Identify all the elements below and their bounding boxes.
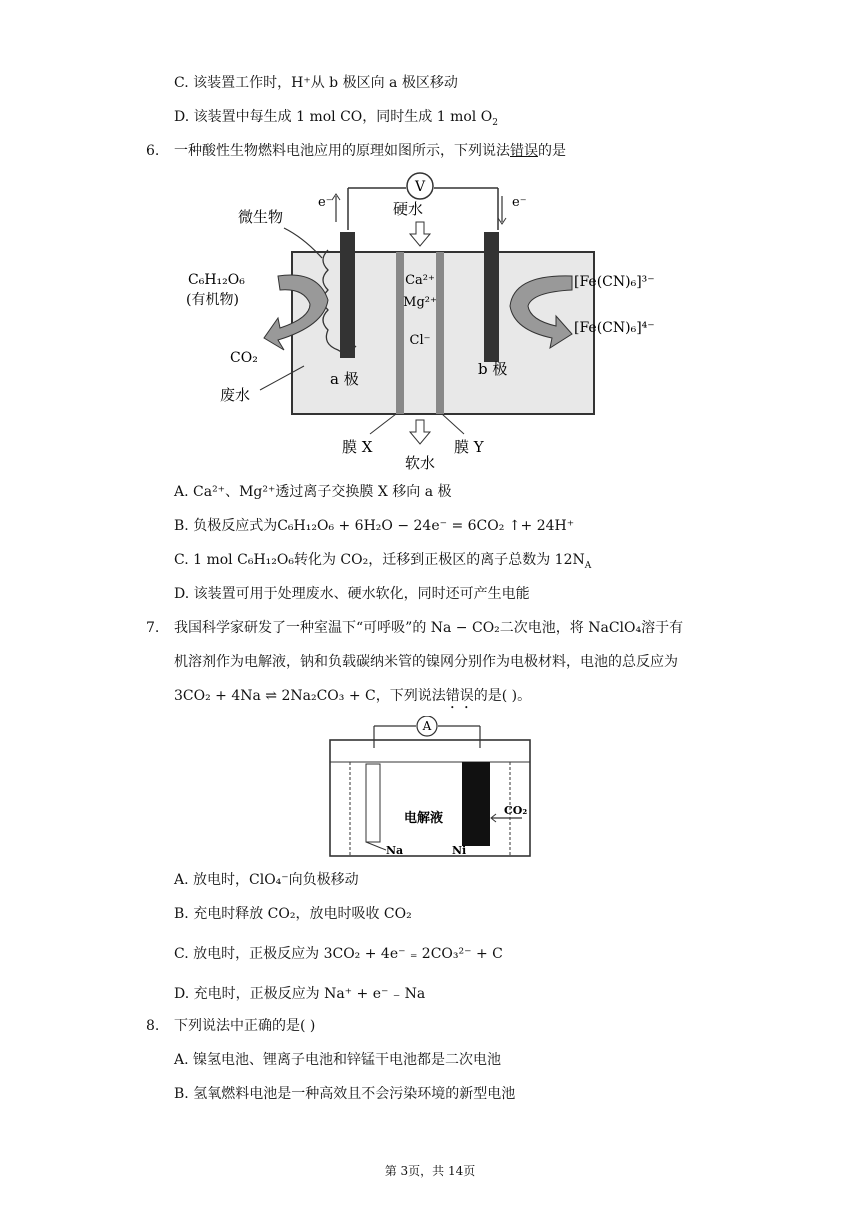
na-label: Na <box>386 844 404 857</box>
ferricyanide-label: [Fe(CN)₆]³⁻ <box>574 274 655 290</box>
option-text: 该装置可用于处理废水、硬水软化，同时还可产生电能 <box>193 586 530 602</box>
organic-label: (有机物) <box>186 292 239 308</box>
q8-stem: 下列说法中正确的是( ) <box>174 1018 316 1034</box>
option-letter: D. <box>174 586 190 602</box>
q7-stem-line3 <box>174 686 531 712</box>
electron-right-label: e⁻ <box>512 195 527 210</box>
option-text: 氢氧燃料电池是一种高效且不会污染环境的新型电池 <box>193 1086 516 1102</box>
q8-option-a <box>174 1050 501 1070</box>
q6-biofuel-cell-diagram <box>180 166 700 472</box>
q7-option-b <box>174 904 412 924</box>
electrode-b <box>484 232 499 362</box>
ion-ca: Ca²⁺ <box>405 273 435 288</box>
option-letter: B. <box>174 1086 189 1102</box>
option-text: Ca²⁺、Mg²⁺透过离子交换膜 X 移向 a 极 <box>193 484 452 500</box>
subscript: 2 <box>492 117 498 128</box>
subscript: A <box>584 560 592 571</box>
a-pole-label: a 极 <box>330 370 359 388</box>
membrane-y-label: 膜 Y <box>454 438 484 456</box>
stem-emphasis: 错误 <box>445 688 474 704</box>
option-letter: A. <box>174 484 189 500</box>
option-text: 镍氢电池、锂离子电池和锌锰干电池都是二次电池 <box>193 1052 502 1068</box>
wastewater-label: 废水 <box>220 386 251 404</box>
question-number-8: 8. <box>146 1018 160 1034</box>
ion-cl: Cl⁻ <box>409 333 431 348</box>
option-letter: B. <box>174 906 189 922</box>
option-text: 放电时，正极反应为 3CO₂ + 4e⁻ ₌ 2CO₃²⁻ + C <box>193 946 503 962</box>
option-letter: C. <box>174 552 189 568</box>
ni-electrode <box>462 762 490 846</box>
option-letter: A. <box>174 872 189 888</box>
q6-option-c <box>174 550 591 576</box>
co2-label: CO₂ <box>230 350 258 366</box>
membrane-x-pointer <box>370 414 396 434</box>
q5-option-d <box>174 107 498 133</box>
page-footer: 第 3页，共 14页 <box>384 1164 476 1178</box>
option-text: 1 mol C₆H₁₂O₆转化为 CO₂，迁移到正极区的离子总数为 12N <box>193 552 585 568</box>
option-text: 充电时，正极反应为 Na⁺ + e⁻ ₋ Na <box>193 986 426 1002</box>
q7-na-co2-battery-diagram <box>326 716 538 860</box>
glucose-label: C₆H₁₂O₆ <box>188 272 245 288</box>
stem-emphasis: 错误 <box>510 143 538 159</box>
question-number-7: 7. <box>146 620 160 636</box>
question-number-6: 6. <box>146 143 160 159</box>
q6-option-a <box>174 482 452 502</box>
na-electrode <box>366 764 380 842</box>
soft-water-label: 软水 <box>404 454 436 472</box>
stem-text: 的是 <box>538 143 566 159</box>
q6-option-d <box>174 584 530 604</box>
voltmeter-label: V <box>414 179 426 195</box>
membrane-x-label: 膜 X <box>342 438 373 456</box>
q7-option-c <box>174 944 503 964</box>
microbe-label: 微生物 <box>238 208 284 226</box>
membrane-y <box>436 252 444 414</box>
stem-text: 的是( )。 <box>473 688 532 704</box>
q5-option-c <box>174 73 458 93</box>
stem-text: 一种酸性生物燃料电池应用的原理如图所示，下列说法 <box>174 143 510 159</box>
option-letter: C. <box>174 75 189 91</box>
hard-water-label: 硬水 <box>392 200 424 218</box>
option-letter: C. <box>174 946 189 962</box>
ion-mg: Mg²⁺ <box>403 295 437 310</box>
ammeter-label: A <box>422 719 432 733</box>
electrode-a <box>340 232 355 358</box>
electrolyte-label: 电解液 <box>404 811 444 826</box>
co2-label: CO₂ <box>504 804 528 817</box>
q7-option-a <box>174 870 359 890</box>
option-text: 负极反应式为C₆H₁₂O₆ + 6H₂O − 24e⁻ = 6CO₂ ↑+ 24H⁺ <box>193 518 575 534</box>
option-text: 放电时，ClO₄⁻向负极移动 <box>193 872 359 888</box>
option-letter: B. <box>174 518 189 534</box>
option-letter: A. <box>174 1052 189 1068</box>
q7-stem-line2: 机溶剂作为电解液，钠和负载碳纳米管的镍网分别作为电极材料，电池的总反应为 <box>174 654 678 670</box>
q7-stem-line1: 我国科学家研发了一种室温下“可呼吸”的 Na − CO₂二次电池，将 NaClO₄溶于有 <box>174 620 684 636</box>
q8-option-b <box>174 1084 515 1104</box>
membrane-y-pointer <box>442 414 464 434</box>
q7-option-d <box>174 984 425 1004</box>
option-text: 充电时释放 CO₂，放电时吸收 CO₂ <box>193 906 412 922</box>
stem-text: 3CO₂ + 4Na ⇌ 2Na₂CO₃ + C，下列说法 <box>174 688 446 704</box>
soft-water-arrow-icon <box>410 420 430 444</box>
membrane-x <box>396 252 404 414</box>
q6-stem <box>174 141 566 161</box>
q6-option-b <box>174 516 574 536</box>
option-text: 该装置工作时，H⁺从 b 极区向 a 极区移动 <box>193 75 458 91</box>
ferrocyanide-label: [Fe(CN)₆]⁴⁻ <box>574 320 655 336</box>
option-letter: D. <box>174 109 190 125</box>
hard-water-arrow-icon <box>410 222 430 246</box>
cell-box <box>330 740 530 856</box>
option-text: 该装置中每生成 1 mol CO，同时生成 1 mol O <box>193 109 493 125</box>
ni-label: Ni <box>452 844 467 857</box>
b-pole-label: b 极 <box>478 360 508 378</box>
option-letter: D. <box>174 986 190 1002</box>
electron-left-label: e⁻ <box>318 195 333 210</box>
